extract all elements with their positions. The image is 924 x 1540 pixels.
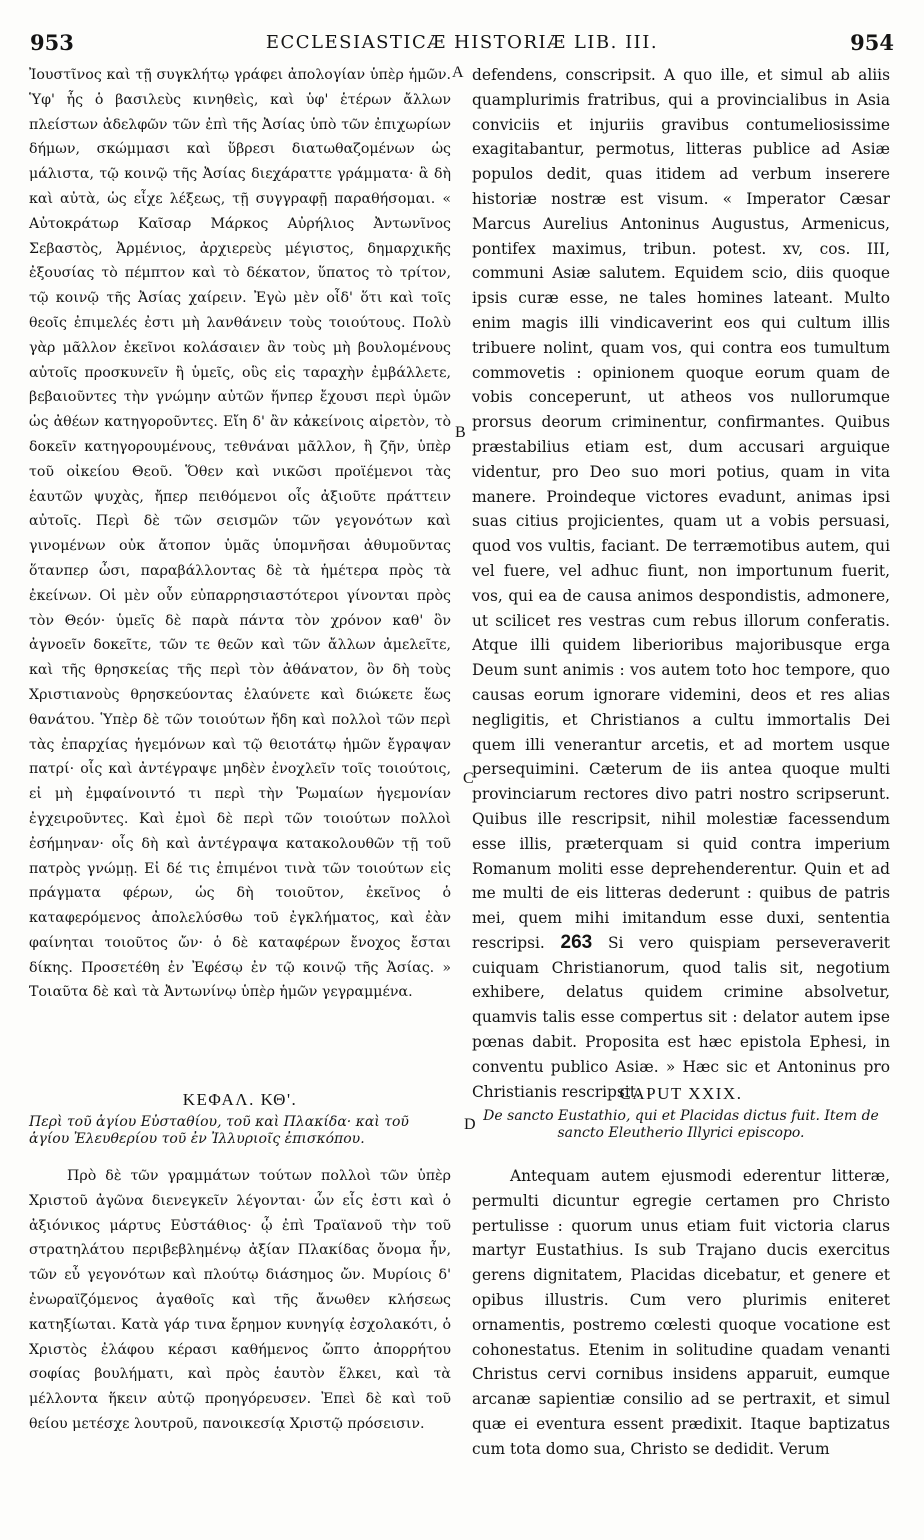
latin-chapter-title: CAPUT XXIX. [619, 1084, 743, 1103]
greek-chapter-subtitle: Περὶ τοῦ ἁγίου Εὐσταθίου, τοῦ καὶ Πλακίδα· καὶ τοῦ ἁγίου Ἐλευθερίου τοῦ ἐν Ἰλλυριοῖς ἐπισκόπου. [29, 1114, 409, 1147]
greek-chapter-text: Πρὸ δὲ τῶν γραμμάτων τούτων πολλοὶ τῶν ὑπὲρ Χριστοῦ ἀγῶνα διενεγκεῖν λέγονται· ὧν εἷς ἐστι καὶ ὁ ἀξιόνικος μάρτυς Εὐστάθιος· ᾧ ἐπὶ Τραϊανοῦ τὴν τοῦ στρατηλάτου περιβεβλημένῳ ἀξίαν Πλακίδας ὄνομα ἦν, τῶν εὖ γεγονότων καὶ πλούτῳ διάσημος ὤν. Μυρίοις δ' ἐνωραϊζόμενος ἀγαθοῖς καὶ τῆς ἄνωθεν κλήσεως κατηξίωται. Κατὰ γάρ τινα ἔρημον κυνηγίᾳ ἐσχολακότι, ὁ Χριστὸς ἐλάφου κέρασι καθήμενος ὤπτο ἀπορρήτου σοφίας βουλήματι, καὶ πρὸς ἑαυτὸν ἕλκει, καὶ τὰ μέλλοντα ἥκειν αὐτῷ προηγόρευσεν. Ἐπεὶ δὲ καὶ τοῦ θείου μετέσχε λουτροῦ, πανοικεσίᾳ Χριστῷ πρόσεισιν. [29, 1168, 451, 1432]
greek-column [29, 63, 451, 1005]
section-letter-d: D [464, 1116, 476, 1133]
section-letter-b: B [455, 424, 466, 441]
latin-chapter-subtitle: De sancto Eustathio, qui et Placidas dictus fuit. Item de sancto Eleutherio Illyrici episcopo. [483, 1108, 879, 1141]
section-letter-c: C [463, 770, 474, 787]
running-title: ECCLESIASTICÆ HISTORIÆ LIB. III. [265, 32, 659, 53]
page-number-right: 954 [850, 30, 894, 55]
greek-chapter [29, 1090, 451, 1437]
latin-body-text-part1: defendens, conscripsit. A quo ille, et simul ab aliis quamplurimis fratribus, qui a provincialibus in Asia conviciis et injuriis gravibus contumeliosissime exagitabantur, permotus, litteras publice ad Asiæ populos dedit, quas itidem ad verbum inserere historiæ nostræ est visum. « Imperator Cæsar Marcus Aurelius Antoninus Augustus, Armenicus, pontifex maximus, tribun. potest. xv, cos. III, communi Asiæ salutem. Equidem scio, diis quoque ipsis curæ esse, ne tales homines lateant. Multo enim magis illi vindicaverint eos qui cultum illis tribuere nolint, quam vos, qui contra eos tumultum commovetis : opinionem quoque eorum quam de vobis conceperunt, ut atheos vos nullorumque prorsus deorum criminentur, confirmantes. Quibus præstabilius etiam est, dum accusari arguique videntur, pro Deo suo mori potius, quam in vita manere. Proindeque victores evadunt, animas ipsi suas citius projicientes, quam ut a vobis persuasi, quod vos vultis, faciant. De terræmotibus autem, qui vel fuere, vel adhuc fiunt, non importunum fuerit, vos, qui ea de causa animos despondistis, admonere, ut scilicet res vestras cum rebus illorum conferatis. Atque illi quidem liberioribus majoribusque erga Deum sunt animis : vos autem toto hoc tempore, quo causas eorum ignorare videmini, deos et res alias negligitis, et Christianos a cultu immortalis Dei quem illi venerantur arcetis, et ad mortem usque persequimini. Cæterum de iis antea quoque multi provinciarum rectores divo patri nostro scripserunt. Quibus ille rescripsit, nihil molestiæ facessendum esse illis, præterquam si quid contra imperium Romanum moliti esse deprehenderentur. Quin et ad me multi de eis litteras dederunt : quibus de patris mei, quem mihi imitandum esse duxi, sententia rescripsi. [472, 66, 890, 952]
latin-column [472, 63, 890, 1104]
page-header [30, 30, 894, 60]
latin-body-text [472, 63, 890, 1104]
greek-body-text: Ἰουστῖνος καὶ τῇ συγκλήτῳ γράφει ἀπολογίαν ὑπὲρ ἡμῶν. Ὑφ' ἧς ὁ βασιλεὺς κινηθεὶς, καὶ ὑφ' ἑτέρων ἄλλων πλείστων ἀδελφῶν τῶν ἐπὶ τῆς Ἀσίας ὑπὸ τῶν ἐπιχωρίων δήμων, σκώμμασι καὶ ὕβρεσι διατωθαζομένων ὡς μάλιστα, τῷ κοινῷ τῆς Ἀσίας διεχάραττε γράμματα· ἃ δὴ καὶ αὐτὰ, ὡς εἶχε λέξεως, τῇ συγγραφῇ παραθήσομαι. « Αὐτοκράτωρ Καῖσαρ Μάρκος Αὐρήλιος Ἀντωνῖνος Σεβαστὸς, Ἀρμένιος, ἀρχιερεὺς μέγιστος, δημαρχικῆς ἐξουσίας τὸ πέμπτον καὶ τὸ δέκατον, ὕπατος τὸ τρίτον, τῷ κοινῷ τῆς Ἀσίας χαίρειν. Ἐγὼ μὲν οἶδ' ὅτι καὶ τοῖς θεοῖς ἐπιμελές ἐστι μὴ λανθάνειν τοὺς τοιούτους. Πολὺ γὰρ μᾶλλον ἐκεῖνοι κολάσαιεν ἂν τοὺς μὴ βουλομένους αὐτοῖς προσκυνεῖν ἢ ὑμεῖς, οὓς εἰς ταραχὴν ἐμβάλλετε, βεβαιοῦντες τὴν γνώμην αὐτῶν ἥνπερ ἔχουσι περὶ ὑμῶν ὡς ἀθέων κατηγοροῦντες. Εἴη δ' ἂν κἀκείνοις αἱρετὸν, τὸ δοκεῖν κατηγορουμένους, τεθνάναι μᾶλλον, ἢ ζῆν, ὑπὲρ τοῦ οἰκείου Θεοῦ. Ὅθεν καὶ νικῶσι προϊέμενοι τὰς ἑαυτῶν ψυχὰς, ἤπερ πειθόμενοι οἷς ἀξιοῦτε πράττειν αὐτοῖς. Περὶ δὲ τῶν σεισμῶν τῶν γεγονότων καὶ γινομένων οὐκ ἄτοπον ὑμᾶς ὑπομνῆσαι ἀθυμοῦντας ὅτανπερ ὦσι, παραβάλλοντας δὲ τὰ ἡμέτερα πρὸς τὰ ἐκείνων. Οἱ μὲν οὖν εὐπαρρησιαστότεροι γίνονται πρὸς τὸν Θεόν· ὑμεῖς δὲ παρὰ πάντα τὸν χρόνον καθ' ὃν ἀγνοεῖν δοκεῖτε, τῶν τε θεῶν καὶ τῶν ἄλλων ἀμελεῖτε, καὶ τῆς θρησκείας τῆς περὶ τὸν ἀθάνατον, ὃν δὴ τοὺς Χριστιανοὺς θρησκεύοντας ἐλαύνετε καὶ διώκετε ἕως θανάτου. Ὑπὲρ δὲ τῶν τοιούτων ἤδη καὶ πολλοὶ τῶν περὶ τὰς ἐπαρχίας ἡγεμόνων καὶ τῷ θειοτάτῳ ἡμῶν ἔγραψαν πατρί· οἷς καὶ ἀντέγραψε μηδὲν ἐνοχλεῖν τοῖς τοιούτοις, εἰ μὴ ἐμφαίνοιντό τι περὶ τὴν Ῥωμαίων ἡγεμονίαν ἐγχειροῦντες. Καὶ ἐμοὶ δὲ περὶ τῶν τοιούτων πολλοὶ ἐσήμηναν· οἷς δὴ καὶ ἀντέγραψα κατακολουθῶν τῇ τοῦ πατρὸς γνώμῃ. Εἰ δέ τις ἐπιμένοι τινὰ τῶν τοιούτων εἰς πράγματα φέρων, ὡς δὴ τοιοῦτον, ἐκεῖνος ὁ καταφερόμενος ἀπολελύσθω τοῦ ἐγκλήματος, καὶ ἐὰν φαίνηται τοιοῦτος ὤν· ὁ δὲ καταφέρων ἔνοχος ἔσται δίκης. Προσετέθη ἐν Ἐφέσῳ ἐν τῷ κοινῷ τῆς Ἀσίας. » Τοιαῦτα δὲ καὶ τὰ Ἀντωνίνῳ ὑπὲρ ἡμῶν γεγραμμένα. [29, 67, 451, 1001]
page-number-left: 953 [30, 30, 74, 55]
margin-number-263: 263 [560, 931, 593, 953]
latin-chapter-text: Antequam autem ejusmodi ederentur litteræ, permulti dicuntur egregie certamen pro Christo pertulisse : quorum unus etiam fuit victoria clarus martyr Eustathius. Is sub Trajano ducis exercitus gerens dignitatem, Placidas dicebatur, et genere et opibus illustris. Cum vero plurimis eniteret ornamentis, postremo cœlesti quoque vocatione est cohonestatus. Etenim in solitudine quadam venanti Christus cervi cornibus insidens apparuit, eumque arcanæ sapientiæ consilio ad se pertraxit, et simul quæ ei eventura essent prædixit. Itaque baptizatus cum tota domo sua, Christo se dedidit. Verum [472, 1167, 890, 1458]
greek-chapter-title: ΚΕΦΑΛ. ΚΘ'. [182, 1090, 298, 1109]
section-letter-a: A [452, 64, 464, 81]
latin-chapter [472, 1084, 890, 1462]
latin-body-text-part2: Si vero quispiam perseveraverit cuiquam Christianorum, quod talis sit, negotium exhibere, delatus quidem crimine absolvetur, quamvis talis esse compertus sit : delator autem ipse pœnas dabit. Proposita est hæc epistola Ephesi, in conventu publico Asiæ. » Hæc sic et Antoninus pro Christianis rescripsit. [472, 933, 890, 1101]
